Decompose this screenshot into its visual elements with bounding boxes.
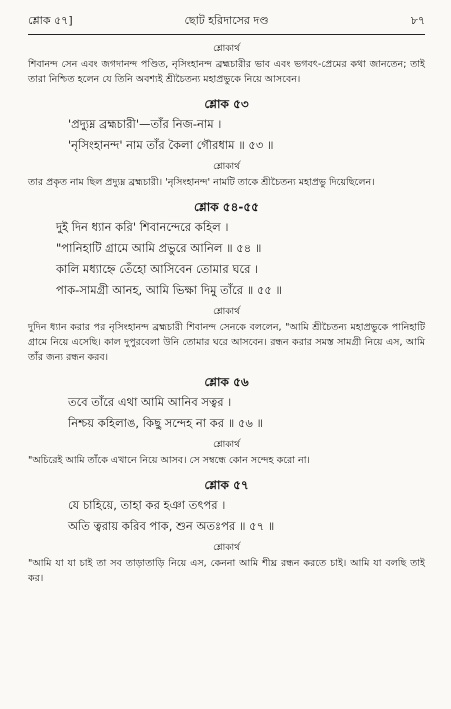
verse-line: নিশ্চয় কহিলাঙ, কিছু সন্দেহ না কর ॥ ৫৬ ॥ xyxy=(68,416,263,430)
translation-text: কথা জানতেন; তাই তারা নিশ্চিত হলেন যে তিনি অবশ্যই শ্রীচৈতন্য মহাপ্রভুকে নিয়ে xyxy=(28,59,425,85)
translation-text: রন্ধন করার সমস্ত সামগ্রী নিয়ে এস, আমি তাঁর জন্য রন্ধন করব। xyxy=(28,337,425,363)
page-body xyxy=(28,38,425,586)
translation-text: তার প্রকৃত নাম ছিল প্রদ্যুম্ন ব্রহ্মচারী। 'নৃসিংহানন্দ' নামটি তাকে শ্রীচৈতন্য মহাপ্রভু xyxy=(28,177,326,188)
translation-text: "আমি যা যা চাই তা সব তাড়াতাড়ি নিয়ে এস, কেননা আমি শীঘ্র রন্ধন করতে চাই। xyxy=(28,558,347,569)
verse-line: তবে তাঁরে এথা আমি আনিব সত্বর । xyxy=(68,395,232,409)
translation-text: "অচিরেই আমি তাঁকে এখানে নিয়ে আসব। সে সম্বন্ধে কোন সন্দেহ করো না। xyxy=(28,455,310,466)
translation-paragraph xyxy=(28,175,425,190)
translation-paragraph xyxy=(28,453,425,468)
verse-line: "পানিহাটি গ্রামে আমি প্রভুরে আনিল ॥ ৫৪ ॥ xyxy=(56,241,262,255)
verse-line: যে চাহিয়ে, তাহা কর হঞা তৎপর । xyxy=(68,498,226,512)
verse-number-title: শ্লোক ৫৬ xyxy=(204,375,249,389)
verse-line: অতি ত্বরায় করিব পাক, শুন অতঃপর ॥ ৫৭ ॥ xyxy=(68,519,275,533)
verse-block xyxy=(28,217,425,301)
translation-text: দিয়েছিলেন। xyxy=(328,177,375,188)
verse-block xyxy=(28,392,425,434)
verse-block xyxy=(28,495,425,537)
translation-heading: শ্লোকার্থ xyxy=(213,440,240,450)
verse-line: দুই দিন ধ্যান করি' শিবানন্দেরে কহিল । xyxy=(56,220,229,234)
verse-line: কালি মধ্যাহ্নে তেঁহো আসিবেন তোমার ঘরে । xyxy=(56,262,259,276)
translation-text: আসবেন। xyxy=(264,74,301,85)
verse-number-title: শ্লোক ৫৩ xyxy=(204,97,249,111)
translation-text: দুদিন ধ্যান করার পর নৃসিংহানন্দ ব্রহ্মচারী শিবানন্দ সেনকে বললেন, "আমি শ্রীচৈতন্য xyxy=(28,322,347,333)
verse-line: 'প্রদ্যুম্ন ব্রহ্মচারী'—তাঁর নিজ-নাম । xyxy=(68,117,222,131)
verse-block xyxy=(28,114,425,156)
translation-heading: শ্লোকার্থ xyxy=(213,44,240,54)
translation-text: আমি যা বলছি তাই কর। xyxy=(28,558,426,584)
header-verse-ref: শ্লোক ৫৭] xyxy=(28,14,73,27)
translation-heading: শ্লোকার্থ xyxy=(213,162,240,172)
header-page-number: ৮৭ xyxy=(410,14,425,27)
verse-number-title: শ্লোক ৫৭ xyxy=(204,478,249,492)
translation-paragraph xyxy=(28,320,425,365)
translation-paragraph xyxy=(28,556,425,586)
translation-heading: শ্লোকার্থ xyxy=(213,307,240,317)
translation-heading: শ্লোকার্থ xyxy=(213,543,240,553)
translation-paragraph xyxy=(28,57,425,87)
translation-text: শিবানন্দ সেন এবং জগদানন্দ পণ্ডিত, নৃসিংহানন্দ ব্রহ্মচারীর ভাব এবং ভগবৎ-প্রেমের xyxy=(28,59,347,70)
header-chapter-title: ছোট হরিদাসের দণ্ড xyxy=(184,14,269,27)
verse-number-title: শ্লোক ৫৪-৫৫ xyxy=(194,200,259,214)
verse-line: 'নৃসিংহানন্দ' নাম তাঁর কৈলা গৌরধাম ॥ ৫৩ ॥ xyxy=(68,138,274,152)
verse-line: পাক-সামগ্রী আনহ, আমি ভিক্ষা দিমু তাঁরে ॥ ৫৫ ॥ xyxy=(56,283,282,297)
translation-text: মহাপ্রভুকে পানিহাটি গ্রামে নিয়ে এসেছি। কাল দুপুরবেলা উনি তোমার ঘরে আসবেন। xyxy=(28,322,425,348)
page-header xyxy=(28,10,425,35)
